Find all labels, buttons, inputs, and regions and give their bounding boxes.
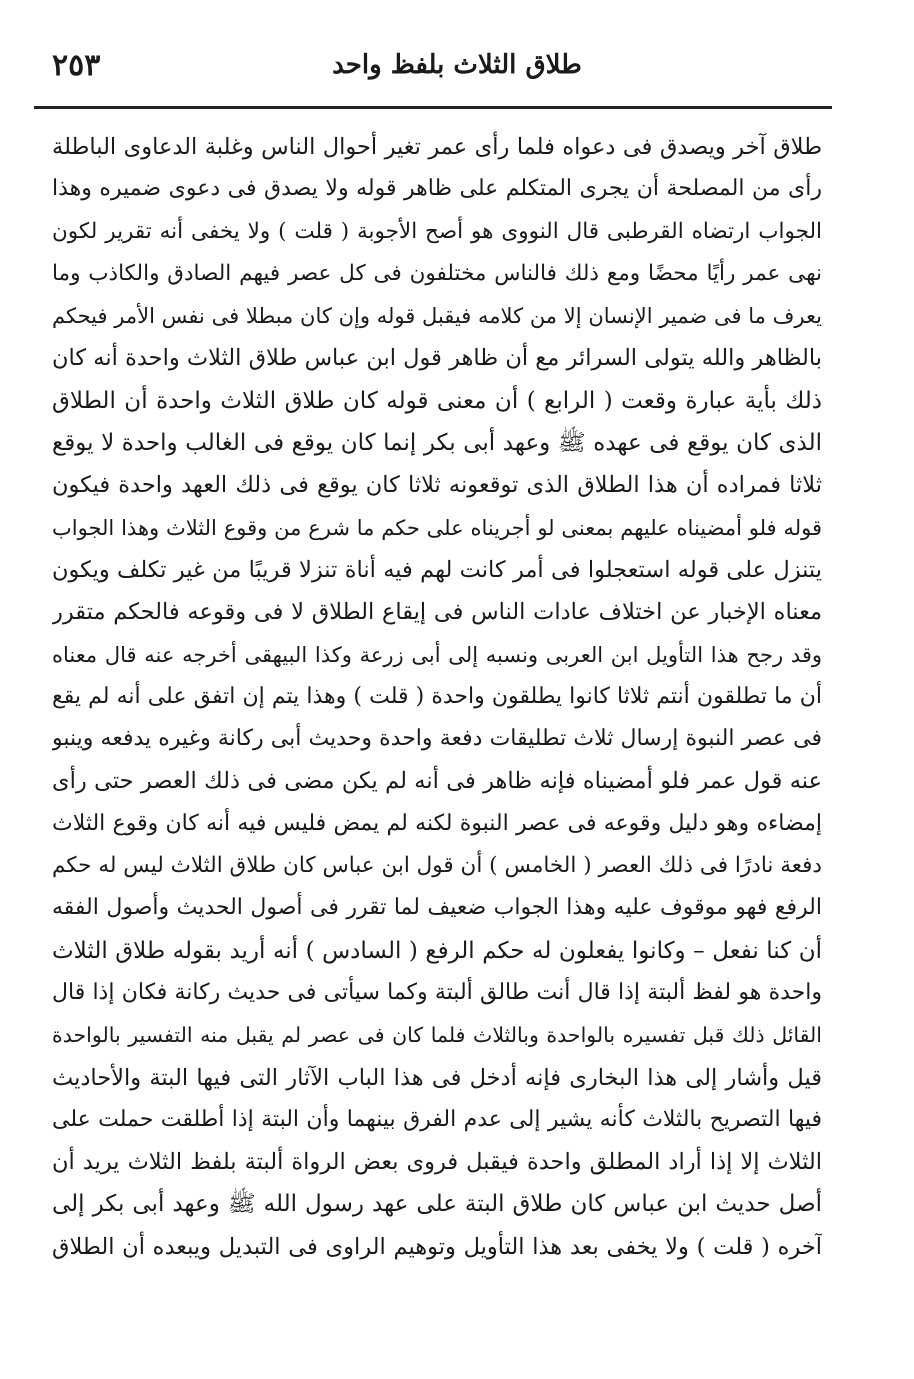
text-line: واحدة هو لفظ ألبتة إذا قال أنت طالق ألبتة وكما سيأتى فى حديث ركانة فكان إذا قال	[52, 979, 822, 1005]
text-line: آخره ( قلت ) ولا يخفى بعد هذا التأويل وتوهيم الراوى فى التبديل ويبعده أن الطلاق	[52, 1233, 822, 1260]
text-line: أن ما تطلقون أنتم ثلاثا كانوا يطلقون واحدة ( قلت ) وهذا يتم إن اتفق على أنه لم يقع	[52, 683, 822, 709]
text-line: طلاق آخر ويصدق فى دعواه فلما رأى عمر تغير أحوال الناس وغلبة الدعاوى الباطلة	[52, 134, 822, 160]
text-line: الجواب ارتضاه القرطبى قال النووى هو أصح الأجوبة ( قلت ) ولا يخفى أنه تقرير لكون	[52, 218, 822, 244]
text-line: بالظاهر والله يتولى السرائر مع أن ظاهر قول ابن عباس طلاق الثلاث واحدة أنه كان	[52, 345, 822, 372]
text-line: ثلاثا فمراده أن هذا الطلاق الذى توقعونه ثلاثا كان يوقع فى ذلك العهد واحدة فيكون	[52, 472, 822, 499]
text-line: القائل ذلك قبل تفسيره بالواحدة وبالثلاث فلما كان فى عصر لم يقبل منه التفسير بالواحدة	[52, 1023, 822, 1048]
text-line: نهى عمر رأيًا محضًا ومع ذلك فالناس مختلفون فى كل عصر فيهم الصادق والكاذب وما	[52, 260, 822, 286]
text-line: الذى كان يوقع فى عهده ﷺ وعهد أبى بكر إنما كان يوقع فى الغالب واحدة لا يوقع	[52, 430, 822, 457]
text-line: الثلاث إلا إذا أراد المطلق واحدة فيقبل فروى بعض الرواة ألبتة بلفظ الثلاث يريد أن	[52, 1149, 822, 1176]
text-line: دفعة نادرًا فى ذلك العصر ( الخامس ) أن قول ابن عباس كان طلاق الثلاث ليس له حكم	[52, 853, 822, 879]
text-line: إمضاءه وهو دليل وقوعه فى عصر النبوة لكنه لم يمض فليس فيه أنه كان وقوع الثلاث	[52, 810, 822, 836]
text-line: رأى من المصلحة أن يجرى المتكلم على ظاهر قوله ولا يصدق فى دعوى ضميره وهذا	[52, 176, 822, 202]
text-line: ذلك بأية عبارة وقعت ( الرابع ) أن معنى قوله كان طلاق الثلاث واحدة أن الطلاق	[52, 387, 822, 414]
text-line: معناه الإخبار عن اختلاف عادات الناس فى إيقاع الطلاق لا فى وقوعه فالحكم متقرر	[52, 599, 822, 626]
running-title: طلاق الثلاث بلفظ واحد	[332, 50, 582, 80]
body-text	[52, 126, 822, 1268]
text-line: أن كنا نفعل – وكانوا يفعلون له حكم الرفع ( السادس ) أنه أريد بقوله طلاق الثلاث	[52, 937, 822, 964]
text-line: فى عصر النبوة إرسال ثلاث تطليقات دفعة واحدة وحديث أبى ركانة وغيره يدفعه وينبو	[52, 726, 822, 752]
text-line: الرفع فهو موقوف عليه وهذا الجواب ضعيف لما تقرر فى أصول الحديث وأصول الفقه	[52, 895, 822, 921]
text-line: يتنزل على قوله استعجلوا فى أمر كانت لهم فيه أناة تنزلا قريبًا من غير تكلف ويكون	[52, 556, 822, 583]
header-rule	[34, 106, 832, 109]
text-line: يعرف ما فى ضمير الإنسان إلا من كلامه فيقبل قوله وإن كان مبطلا فى نفس الأمر فيحكم	[52, 304, 822, 329]
text-line: فيها التصريح بالثلاث كأنه يشير إلى عدم الفرق بينهما وأن البتة إذا أطلقت حملت على	[52, 1106, 822, 1132]
text-line: قوله فلو أمضيناه عليهم بمعنى لو أجريناه على حكم ما شرع من وقوع الثلاث وهذا الجواب	[52, 515, 822, 540]
text-line: وقد رجح هذا التأويل ابن العربى ونسبه إلى أبى زرعة وكذا البيهقى أخرجه عنه قال معناه	[52, 642, 822, 667]
text-line: عنه قول عمر فلو أمضيناه فإنه ظاهر فى أنه لم يكن مضى فى ذلك العصر حتى رأى	[52, 768, 822, 795]
text-line: قيل وأشار إلى هذا البخارى فإنه أدخل فى هذا الباب الآثار التى فيها البتة والأحاديث	[52, 1064, 822, 1091]
page-number: ٢٥٣	[52, 48, 101, 83]
page-header	[40, 40, 874, 100]
text-line: أصل حديث ابن عباس كان طلاق البتة على عهد رسول الله ﷺ وعهد أبى بكر إلى	[52, 1191, 822, 1218]
